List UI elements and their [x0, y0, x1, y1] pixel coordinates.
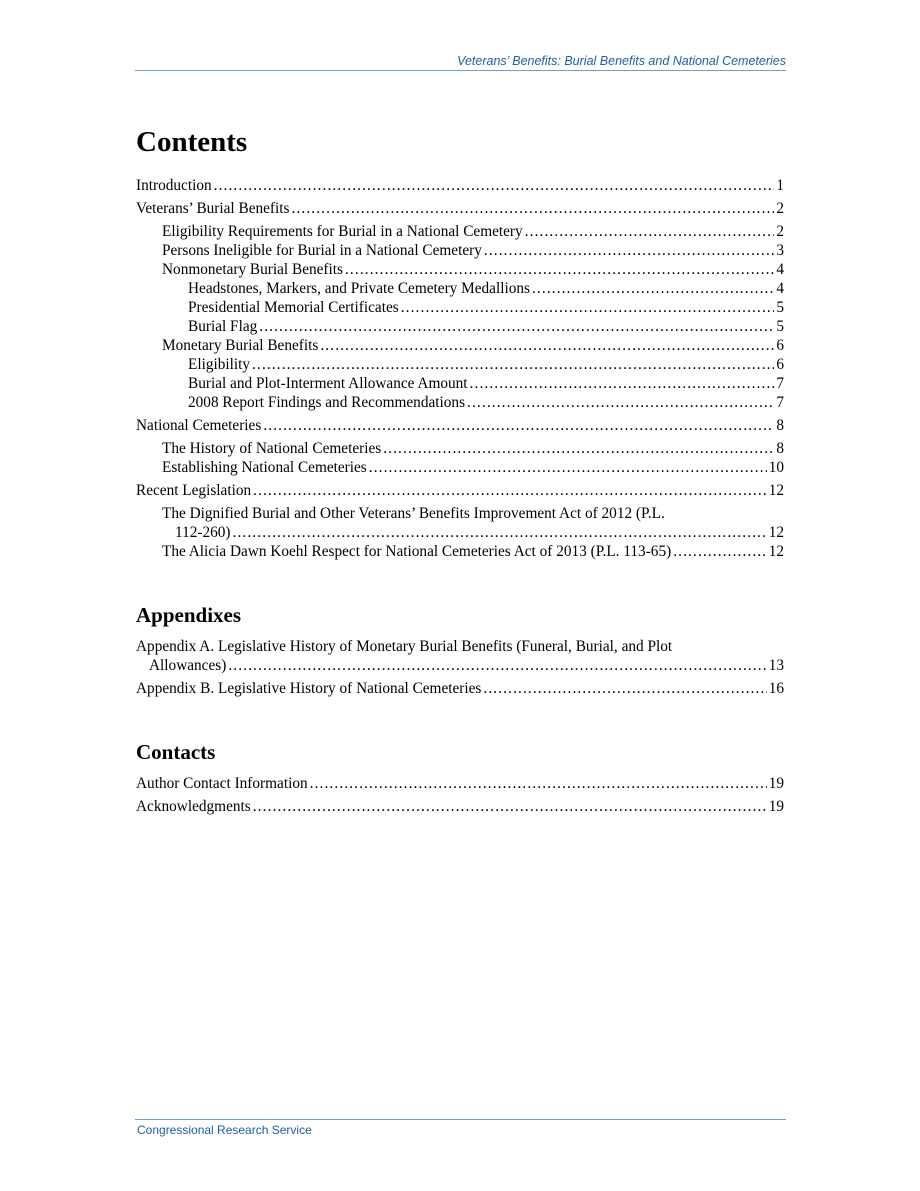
- contacts-heading: Contacts: [136, 740, 216, 764]
- toc-entry[interactable]: Recent Legislation . . . 12: [136, 481, 784, 500]
- toc-entry[interactable]: The Alicia Dawn Koehl Respect for National Cemeteries Act of 2013 (P.L. 113-65) . . . 12: [136, 542, 784, 561]
- toc-entry[interactable]: Monetary Burial Benefits . . . 6: [136, 336, 784, 355]
- contacts-list: [136, 774, 784, 816]
- toc-entry[interactable]: Presidential Memorial Certificates . . . 5: [136, 298, 784, 317]
- running-header: Veterans’ Benefits: Burial Benefits and National Cemeteries: [457, 54, 786, 68]
- toc-entry[interactable]: Burial Flag . . . 5: [136, 317, 784, 336]
- toc-entry[interactable]: Headstones, Markers, and Private Cemetery Medallions . . . 4: [136, 279, 784, 298]
- toc-entry[interactable]: Author Contact Information . . . 19: [136, 774, 784, 793]
- toc-entry[interactable]: The History of National Cemeteries . . . 8: [136, 439, 784, 458]
- appendixes-list: [136, 637, 784, 698]
- toc-entry[interactable]: Veterans’ Burial Benefits . . . 2: [136, 199, 784, 218]
- toc-entry[interactable]: Nonmonetary Burial Benefits . . . 4: [136, 260, 784, 279]
- toc-entry[interactable]: Acknowledgments . . . 19: [136, 797, 784, 816]
- footer-org: Congressional Research Service: [137, 1123, 312, 1137]
- toc-entry[interactable]: Establishing National Cemeteries . . . 10: [136, 458, 784, 477]
- toc-entry[interactable]: Introduction . . . 1: [136, 176, 784, 195]
- toc-entry[interactable]: Eligibility . . . 6: [136, 355, 784, 374]
- toc-entry[interactable]: Appendix B. Legislative History of National Cemeteries . . . 16: [136, 679, 784, 698]
- toc-entry[interactable]: 2008 Report Findings and Recommendations . . . 7: [136, 393, 784, 412]
- appendixes-heading: Appendixes: [136, 603, 242, 627]
- toc-entry[interactable]: The Dignified Burial and Other Veterans’ Benefits Improvement Act of 2012 (P.L. 112-260) . . . 12: [136, 504, 784, 542]
- contents-heading: Contents: [136, 126, 248, 158]
- toc-entry[interactable]: Persons Ineligible for Burial in a National Cemetery . . . 3: [136, 241, 784, 260]
- toc-entry[interactable]: Eligibility Requirements for Burial in a National Cemetery . . . 2: [136, 222, 784, 241]
- footer-rule: [135, 1119, 786, 1120]
- toc-entry[interactable]: Appendix A. Legislative History of Monetary Burial Benefits (Funeral, Burial, and Plot Allowances) . . . 13: [136, 637, 784, 675]
- contents-list: [136, 176, 784, 561]
- toc-entry[interactable]: National Cemeteries . . . 8: [136, 416, 784, 435]
- toc-entry[interactable]: Burial and Plot-Interment Allowance Amount . . . 7: [136, 374, 784, 393]
- toc-page: [136, 122, 784, 816]
- header-rule: [135, 70, 786, 71]
